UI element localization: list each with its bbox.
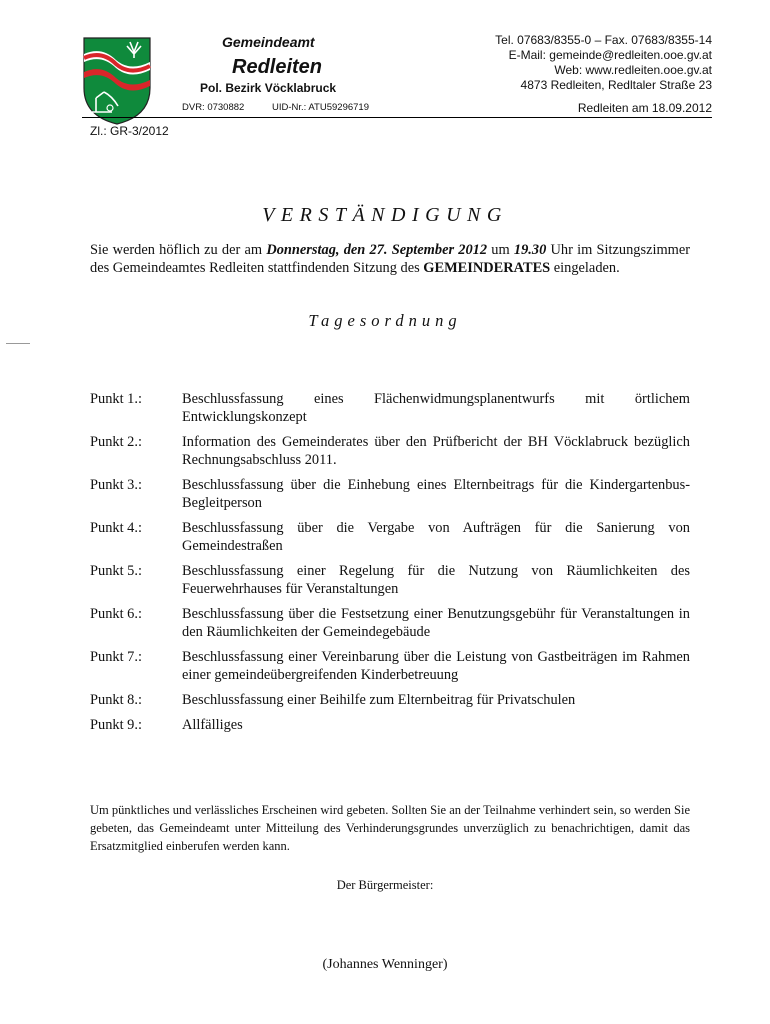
web-line: Web: www.redleiten.ooe.gv.at [554, 63, 712, 77]
mayor-name: (Johannes Wenninger) [322, 957, 448, 972]
agenda-item-number: Punkt 3.: [90, 477, 142, 493]
agenda-item [90, 691, 690, 709]
agenda-item [90, 605, 690, 641]
intro-text: Sie werden höflich zu der am [90, 242, 267, 258]
agenda-item-text: Information des Gemeinderates über den Prüfbericht der BH Vöcklabruck bezüglich Rechnungsabschluss 2011. [182, 434, 690, 468]
document-title: VERSTÄNDIGUNG [262, 204, 508, 226]
reference-number: Zl.: GR-3/2012 [90, 124, 169, 138]
agenda-item-number: Punkt 5.: [90, 563, 142, 579]
agenda-item [90, 562, 690, 598]
closing-paragraph: Um pünktliches und verlässliches Erscheinen wird gebeten. Sollten Sie an der Teilnahme verhindert sein, so werden Sie gebeten, das Gemeindeamt unter Mitteilung des Verhinderungsgrundes unverzüglich zu benachrichtigen, damit das Ersatzmitglied einberufen werden kann. [90, 803, 690, 853]
uid-number: UID-Nr.: ATU59296719 [272, 102, 369, 113]
agenda-heading: Tagesordnung [308, 311, 462, 330]
invitation-paragraph [90, 241, 690, 277]
mayor-title: Der Bürgermeister: [336, 878, 434, 892]
agenda-item-number: Punkt 4.: [90, 520, 142, 536]
agenda-item-number: Punkt 6.: [90, 606, 142, 622]
agenda-item [90, 716, 690, 734]
agenda-item-number: Punkt 2.: [90, 434, 142, 450]
agenda-item [90, 476, 690, 512]
agenda-item-text: Beschlussfassung einer Vereinbarung über die Leistung von Gastbeiträgen im Rahmen einer gemeindeübergreifenden Kinderbetreuung [182, 649, 690, 683]
intro-text: Uhr im Sitzungszimmer des Gemeindeamtes Redleiten stattfindenden Sitzung des [90, 242, 691, 276]
meeting-date: Donnerstag, den 27. September 2012 [266, 242, 488, 258]
agenda-item [90, 433, 690, 469]
agenda-item-text: Beschlussfassung eines Flächenwidmungsplanentwurfs mit örtlichem Entwicklungskonzept [182, 391, 690, 425]
margin-mark [6, 343, 30, 344]
agenda-item-text: Beschlussfassung über die Festsetzung einer Benutzungsgebühr für Veranstaltungen in den Räumlichkeiten der Gemeindegebäude [182, 606, 690, 640]
phone-fax-line: Tel. 07683/8355-0 – Fax. 07683/8355-14 [495, 33, 712, 47]
contact-block [495, 33, 712, 93]
agenda-item-text: Beschlussfassung einer Beihilfe zum Elternbeitrag für Privatschulen [182, 692, 576, 708]
agenda-item-number: Punkt 9.: [90, 717, 142, 733]
email-line: E-Mail: gemeinde@redleiten.ooe.gv.at [508, 48, 712, 62]
district-label: Pol. Bezirk Vöcklabruck [200, 81, 337, 95]
intro-text: eingeladen. [550, 260, 620, 276]
agenda-item [90, 648, 690, 684]
agenda-item-text: Allfälliges [182, 717, 243, 733]
address-line: 4873 Redleiten, Redltaler Straße 23 [520, 78, 712, 92]
agenda-item-number: Punkt 7.: [90, 649, 142, 665]
town-name: Redleiten [232, 56, 323, 78]
agenda-item-text: Beschlussfassung über die Einhebung eines Elternbeitrags für die Kindergartenbus-Begleitperson [182, 477, 690, 511]
office-label: Gemeindeamt [222, 34, 315, 50]
agenda-item [90, 390, 690, 426]
date-line: Redleiten am 18.09.2012 [577, 101, 712, 115]
agenda-item-text: Beschlussfassung über die Vergabe von Aufträgen für die Sanierung von Gemeindestraßen [182, 520, 690, 554]
agenda-item-number: Punkt 8.: [90, 692, 142, 708]
header-divider [82, 117, 712, 118]
council-name: GEMEINDERATES [423, 260, 551, 276]
intro-text: um [487, 242, 514, 258]
agenda-item-text: Beschlussfassung einer Regelung für die Nutzung von Räumlichkeiten des Feuerwehrhauses für Veranstaltungen [182, 563, 690, 597]
meeting-time: 19.30 [513, 242, 547, 258]
dvr-number: DVR: 0730882 [182, 102, 245, 113]
agenda-item-number: Punkt 1.: [90, 391, 142, 407]
agenda-item [90, 519, 690, 555]
agenda-list [90, 390, 690, 741]
coat-of-arms-logo [82, 36, 152, 126]
